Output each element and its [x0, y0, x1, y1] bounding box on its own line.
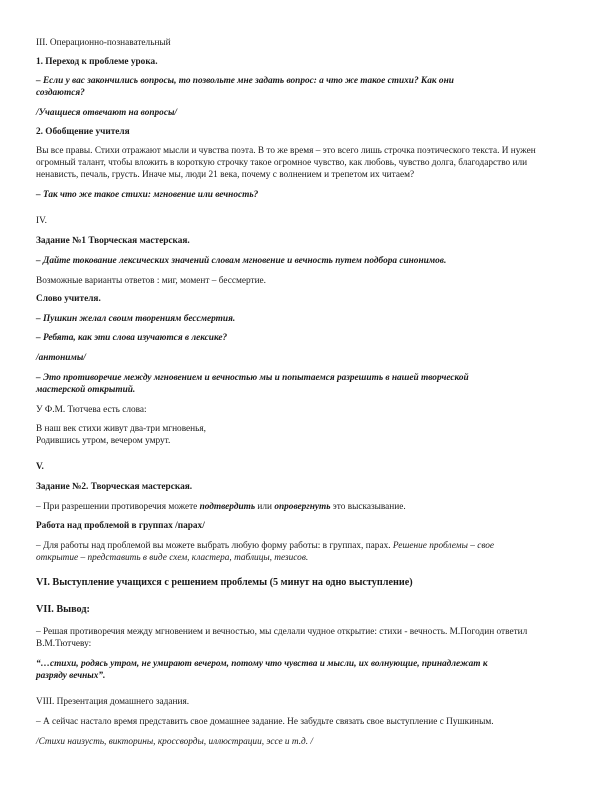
group-work-text: – Для работы над проблемой вы можете выбрать любую форму работы: в группах, парах. — [36, 541, 393, 551]
verse-line-1: В наш век стихи живут два-три мгновенья, — [36, 424, 206, 434]
task-2-instruction — [36, 502, 581, 514]
question-line-2: создаются? — [36, 88, 85, 98]
summary-line-1: Вы все правы. Стихи отражают мысли и чувства поэта. В то же время – это всего лишь строчка поэтического текста. И нужен — [36, 146, 536, 156]
section-6-heading: VI. Выступление учащихся с решением проблемы (5 минут на одно выступление) — [36, 577, 413, 588]
antonyms-answer: /антонимы/ — [36, 353, 86, 363]
task-1-answers: Возможные варианты ответов : миг, момент – бессмертие. — [36, 276, 267, 286]
teacher-word-line-1: – Пушкин желал своим творениям бессмертия. — [36, 314, 236, 324]
section-5-heading: V. — [36, 462, 44, 472]
contradiction-line-2: мастерской открытий. — [36, 385, 136, 395]
pogodin-quote-line-2: разряду вечных”. — [36, 671, 106, 681]
group-work-heading: Работа над проблемой в группах /парах/ — [36, 521, 205, 531]
question-moment-eternity: – Так что же такое стихи: мгновение или вечность? — [36, 190, 259, 200]
task-1-heading: Задание №1 Творческая мастерская. — [36, 236, 190, 246]
section-8-heading: VIII. Презентация домашнего задания. — [36, 697, 190, 707]
students-answer: /Учащиеся отвечают на вопросы/ — [36, 108, 177, 118]
task-2-heading: Задание №2. Творческая мастерская. — [36, 482, 193, 492]
conclusion-line-1: – Решая противоречия между мгновением и вечностью, мы сделали чудное открытие: стихи - вечность. М.Погодин ответил — [36, 627, 528, 637]
group-work-line-2: открытие – представить в виде схем, кластера, таблицы, тезисов. — [36, 553, 309, 563]
section-4-heading: IV. — [36, 216, 47, 226]
summary-line-3: ненависть, печаль, грусть. Иначе мы, люди 21 века, почему с волнением и трепетом их читаем? — [36, 170, 415, 180]
conclusion-line-2: В.М.Тютчеву: — [36, 639, 92, 649]
heading-transition: 1. Переход к проблеме урока. — [36, 57, 158, 67]
teacher-word-line-2: – Ребята, как эти слова изучаются в лексике? — [36, 333, 228, 343]
task-2-text-a: – При разрешении противоречия можете — [36, 502, 200, 512]
pogodin-quote-line-1: “…стихи, родясь утром, не умирают вечером, потому что чувства и мысли, их волнующие, принадлежат к — [36, 659, 488, 669]
refute-word: опровергнуть — [274, 502, 331, 512]
teacher-word-heading: Слово учителя. — [36, 294, 101, 304]
section-7-heading: VII. Вывод: — [36, 604, 90, 615]
verse-line-2: Родившись утром, вечером умрут. — [36, 436, 171, 446]
question-line-1: – Если у вас закончились вопросы, то позвольте мне задать вопрос: а что же такое стихи? Как они — [36, 76, 454, 86]
task-1-question: – Дайте токование лексических значений словам мгновение и вечность путем подбора синонимов. — [36, 256, 447, 266]
homework-formats: /Стихи наизусть, викторины, кроссворды, иллюстрации, эссе и т.д. / — [36, 737, 313, 747]
group-work-line-1 — [36, 541, 581, 553]
section-3-heading: III. Операционно-познавательный — [36, 38, 171, 48]
contradiction-line-1: – Это противоречие между мгновением и вечностью мы и попытаемся разрешить в нашей творческой — [36, 373, 469, 383]
task-2-text-b: или — [255, 502, 275, 512]
homework-instruction: – А сейчас настало время представить свое домашнее задание. Не забудьте связать свое выступление с Пушкиным. — [36, 717, 494, 727]
task-2-text-c: это высказывание. — [330, 502, 406, 512]
group-work-italic: Решение проблемы – свое — [392, 541, 495, 551]
confirm-word: подтвердить — [199, 502, 256, 512]
summary-line-2: огромный талант, чтобы вложить в короткую строчку такое огромное чувство, как любовь, чувство долга, благодарство или — [36, 158, 528, 168]
heading-summary: 2. Обобщение учителя — [36, 127, 130, 137]
tyutchev-intro: У Ф.М. Тютчева есть слова: — [36, 405, 147, 415]
